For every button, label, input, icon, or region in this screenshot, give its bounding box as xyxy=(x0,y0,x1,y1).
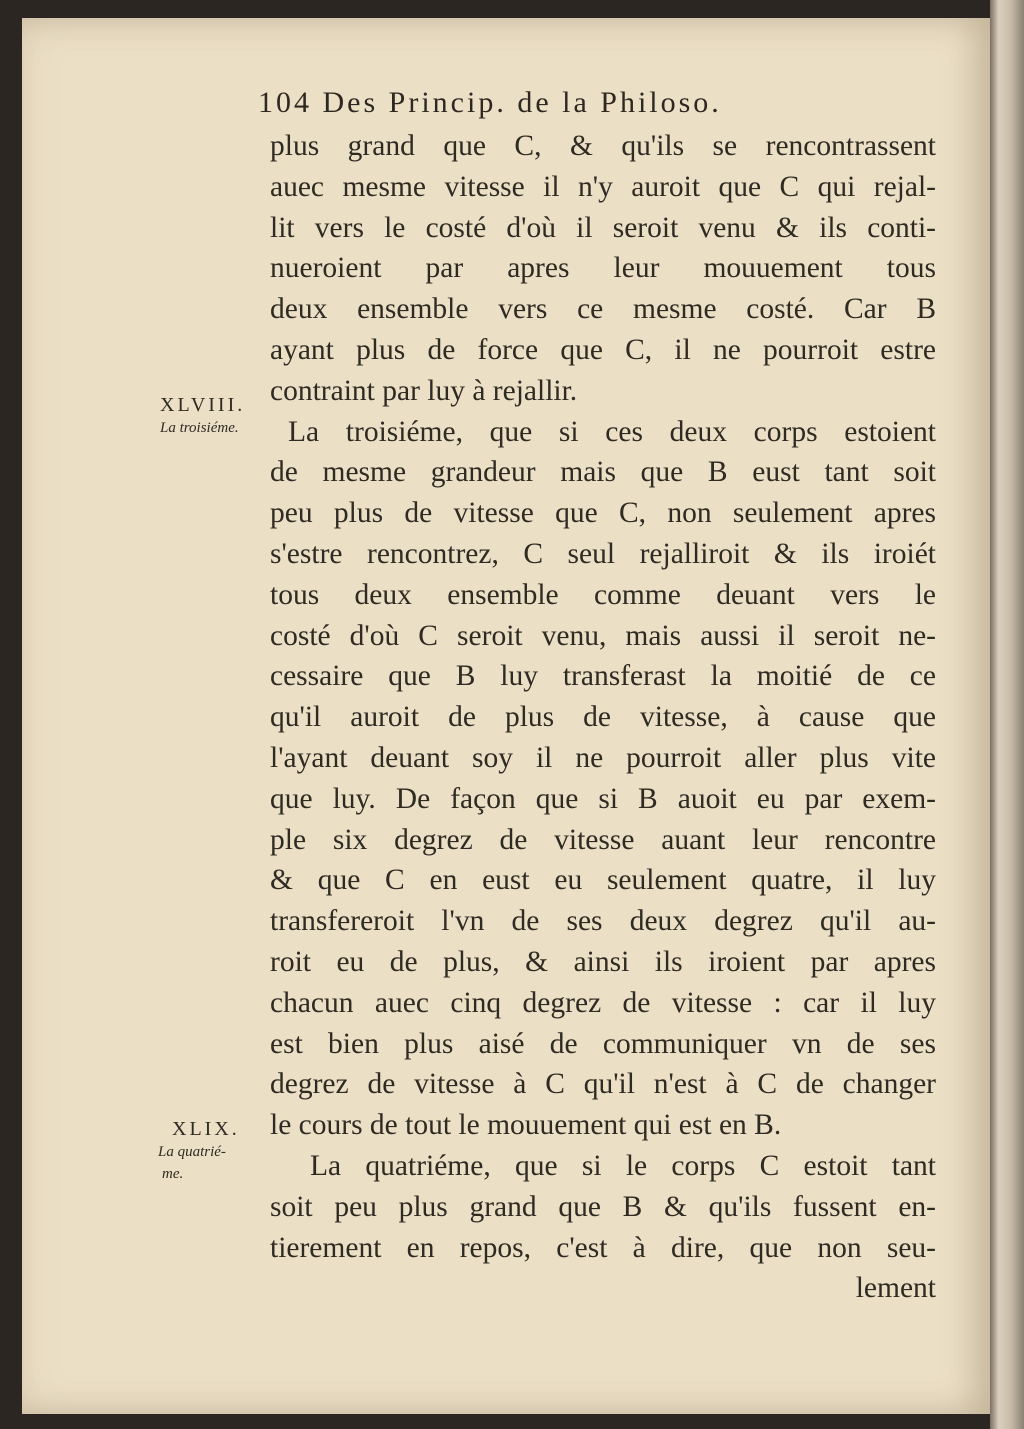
text-line: ple six degrez de vitesse auant leur rencontre xyxy=(270,823,936,856)
text-line: contraint par luy à rejallir. xyxy=(270,374,578,407)
margin-note-title-line: me. xyxy=(162,1166,184,1182)
text-line: cessaire que B luy transferast la moitié de ce xyxy=(270,660,936,693)
text-line: roit eu de plus, & ainsi ils iroient par apres xyxy=(270,945,936,978)
text-line: transfereroit l'vn de ses deux degrez qu'il au- xyxy=(270,905,936,938)
text-line: s'estre rencontrez, C seul rejalliroit & ils iroiét xyxy=(270,537,936,570)
text-line: tous deux ensemble comme deuant vers le xyxy=(270,578,936,611)
text-line: degrez de vitesse à C qu'il n'est à C de changer xyxy=(270,1068,936,1101)
text-line: qu'il auroit de plus de vitesse, à cause que xyxy=(270,701,936,734)
text-line: costé d'où C seroit venu, mais aussi il seroit ne- xyxy=(270,619,936,652)
margin-note-title: La troisiéme. xyxy=(160,420,239,436)
body-text xyxy=(270,126,936,1309)
running-header: 104 Des Princip. de la Philoso. xyxy=(258,86,722,119)
text-line: de mesme grandeur mais que B eust tant soit xyxy=(270,456,936,489)
page-edge xyxy=(990,0,1024,1429)
margin-note-48 xyxy=(160,394,245,439)
text-line: & que C en eust eu seulement quatre, il luy xyxy=(270,864,936,897)
text-line: que luy. De façon que si B auoit eu par exem- xyxy=(270,782,936,815)
margin-note-49 xyxy=(158,1118,240,1185)
text-line: est bien plus aisé de communiquer vn de ses xyxy=(270,1027,936,1060)
text-line: tierement en repos, c'est à dire, que non seu- xyxy=(270,1231,936,1264)
text-line: La troisiéme, que si ces deux corps estoient xyxy=(288,415,936,448)
margin-note-number: XLIX. xyxy=(172,1118,240,1140)
margin-note-number: XLVIII. xyxy=(160,394,246,416)
text-line: La quatriéme, que si le corps C estoit tant xyxy=(310,1149,936,1182)
text-line: le cours de tout le mouuement qui est en B. xyxy=(270,1109,782,1142)
text-line: lit vers le costé d'où il seroit venu & ils conti- xyxy=(270,211,936,244)
text-line: peu plus de vitesse que C, non seulement apres xyxy=(270,497,936,530)
text-line: soit peu plus grand que B & qu'ils fussent en- xyxy=(270,1190,936,1223)
text-line: ayant plus de force que C, il ne pourroit estre xyxy=(270,333,936,366)
text-line: plus grand que C, & qu'ils se rencontrassent xyxy=(270,130,936,162)
text-line: l'ayant deuant soy il ne pourroit aller plus vite xyxy=(270,741,936,774)
text-line: auec mesme vitesse il n'y auroit que C qui rejal- xyxy=(270,170,936,203)
catchword: lement xyxy=(855,1272,936,1305)
text-line: deux ensemble vers ce mesme costé. Car B xyxy=(270,293,936,326)
text-line: chacun auec cinq degrez de vitesse : car il luy xyxy=(270,986,936,1019)
margin-note-title-line: La quatrié- xyxy=(158,1144,226,1160)
text-line: nueroient par apres leur mouuement tous xyxy=(270,252,936,285)
